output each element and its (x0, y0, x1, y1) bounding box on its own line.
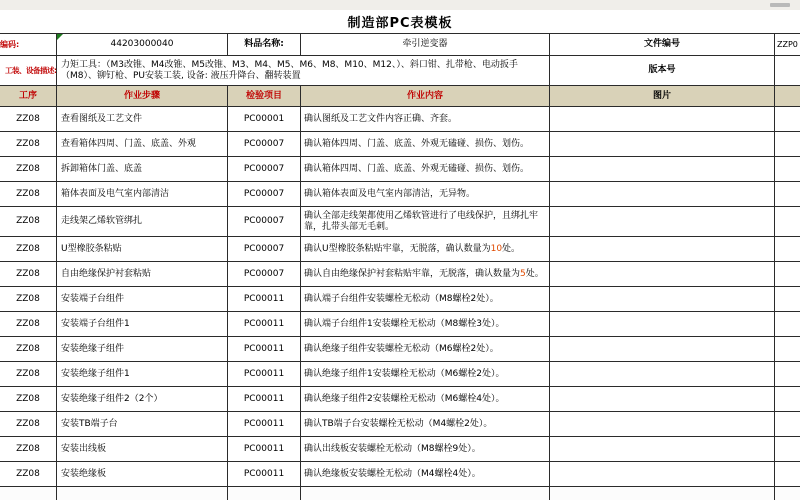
version-label-cell (550, 56, 775, 85)
inspection-item-code: PC00011 (243, 393, 285, 404)
table-row (0, 262, 800, 287)
content-cell[interactable] (301, 237, 550, 261)
step-cell[interactable] (57, 207, 228, 236)
step-text: U型橡胶条粘贴 (61, 243, 122, 254)
extra-cell[interactable] (775, 387, 800, 411)
step-cell[interactable] (57, 157, 228, 181)
column-header-picture: 图片 (550, 86, 775, 106)
column-header-content: 作业内容 (301, 86, 550, 106)
process-cell[interactable] (0, 107, 57, 131)
step-cell[interactable] (57, 287, 228, 311)
step-text: 安装绝缘子组件2（2个） (61, 393, 163, 404)
highlight-quantity: 5 (520, 268, 526, 279)
process-cell[interactable] (0, 337, 57, 361)
picture-cell[interactable] (550, 262, 775, 286)
inspection-item-cell[interactable] (228, 462, 301, 486)
process-cell[interactable] (0, 362, 57, 386)
inspection-item-code: PC00011 (243, 418, 285, 429)
picture-cell[interactable] (550, 182, 775, 206)
picture-cell[interactable] (550, 437, 775, 461)
header-row-code (0, 33, 800, 56)
content-cell[interactable] (301, 157, 550, 181)
content-cell[interactable] (301, 387, 550, 411)
step-cell[interactable] (57, 312, 228, 336)
table-body (0, 107, 800, 487)
table-row (0, 287, 800, 312)
step-text: 查看图纸及工艺文件 (61, 113, 143, 124)
partial-cell (550, 487, 775, 500)
inspection-item-cell[interactable] (228, 387, 301, 411)
step-cell[interactable] (57, 412, 228, 436)
inspection-item-code: PC00011 (243, 368, 285, 379)
process-code: ZZ08 (16, 188, 40, 199)
picture-cell[interactable] (550, 207, 775, 236)
extra-cell[interactable] (775, 207, 800, 236)
process-cell[interactable] (0, 157, 57, 181)
step-text: 走线架乙烯软管绑扎 (61, 216, 143, 226)
process-cell[interactable] (0, 387, 57, 411)
cell-error-triangle-icon (57, 34, 63, 40)
table-row (0, 182, 800, 207)
picture-cell[interactable] (550, 387, 775, 411)
inspection-item-cell[interactable] (228, 362, 301, 386)
inspection-item-cell[interactable] (228, 157, 301, 181)
content-text: 确认自由绝缘保护衬套粘贴牢靠，无脱落，确认数量为5处。 (304, 268, 544, 279)
product-name-value: 牵引逆变器 (402, 39, 448, 49)
process-code: ZZ08 (16, 318, 40, 329)
step-text: 安装TB端子台 (61, 418, 118, 429)
extra-cell[interactable] (775, 157, 800, 181)
inspection-item-cell[interactable] (228, 207, 301, 236)
extra-cell[interactable] (775, 362, 800, 386)
picture-cell[interactable] (550, 157, 775, 181)
process-code: ZZ08 (16, 243, 40, 254)
code-label: 编码: (0, 40, 20, 49)
inspection-item-code: PC00011 (243, 318, 285, 329)
content-cell[interactable] (301, 262, 550, 286)
table-row (0, 237, 800, 262)
extra-cell[interactable] (775, 462, 800, 486)
picture-cell[interactable] (550, 462, 775, 486)
content-text: 确认U型橡胶条粘贴牢靠，无脱落，确认数量为10处。 (304, 243, 521, 254)
step-cell[interactable] (57, 132, 228, 156)
step-cell[interactable] (57, 387, 228, 411)
inspection-item-cell[interactable] (228, 107, 301, 131)
extra-cell[interactable] (775, 287, 800, 311)
process-code: ZZ08 (16, 293, 40, 304)
extra-cell[interactable] (775, 107, 800, 131)
step-cell[interactable] (57, 362, 228, 386)
table-row (0, 132, 800, 157)
code-value: 44203000040 (110, 39, 174, 49)
page-title: 制造部PC表模板 (347, 16, 453, 31)
window-control-artifact (770, 3, 790, 7)
picture-cell[interactable] (550, 237, 775, 261)
process-cell[interactable] (0, 237, 57, 261)
inspection-item-code: PC00011 (243, 343, 285, 354)
doc-number-label: 文件编号 (643, 39, 680, 49)
step-cell[interactable] (57, 462, 228, 486)
picture-cell[interactable] (550, 287, 775, 311)
content-text: 确认端子台组件1安装螺栓无松动（M8螺栓3处）。 (304, 318, 505, 329)
table-row (0, 462, 800, 487)
table-row (0, 312, 800, 337)
extra-cell[interactable] (775, 237, 800, 261)
process-cell[interactable] (0, 437, 57, 461)
content-text: 确认绝缘板安装螺栓无松动（M4螺栓4处）。 (304, 468, 481, 479)
step-text: 拆卸箱体门盖、底盖 (61, 163, 143, 174)
content-cell[interactable] (301, 462, 550, 486)
step-cell[interactable] (57, 262, 228, 286)
process-code: ZZ08 (16, 393, 40, 404)
doc-number-value-cell[interactable] (775, 34, 800, 55)
spreadsheet (0, 33, 800, 500)
inspection-item-cell[interactable] (228, 182, 301, 206)
inspection-item-code: PC00007 (243, 163, 285, 174)
process-code: ZZ08 (16, 468, 40, 479)
process-code: ZZ08 (16, 216, 40, 226)
partial-row (0, 487, 800, 500)
window-top-strip (0, 0, 800, 10)
content-cell[interactable] (301, 362, 550, 386)
content-cell[interactable] (301, 107, 550, 131)
extra-cell[interactable] (775, 262, 800, 286)
content-text: 确认出线板安装螺栓无松动（M8螺栓9处）。 (304, 443, 481, 454)
process-code: ZZ08 (16, 418, 40, 429)
process-code: ZZ08 (16, 163, 40, 174)
content-text: 确认绝缘子组件安装螺栓无松动（M6螺栓2处）。 (304, 343, 499, 354)
process-code: ZZ08 (16, 138, 40, 149)
process-code: ZZ08 (16, 443, 40, 454)
table-row (0, 387, 800, 412)
extra-cell[interactable] (775, 412, 800, 436)
content-text: 确认箱体四周、门盖、底盖、外观无磕碰、损伤、划伤。 (304, 163, 530, 174)
code-value-cell[interactable] (57, 34, 228, 55)
content-text: 确认绝缘子组件2安装螺栓无松动（M6螺栓4处）。 (304, 393, 505, 404)
tooling-label: 工装、设备描述: (5, 66, 57, 75)
column-header-extra (775, 86, 800, 106)
step-cell[interactable] (57, 237, 228, 261)
step-cell[interactable] (57, 337, 228, 361)
table-row (0, 437, 800, 462)
content-text: 确认箱体四周、门盖、底盖、外观无磕碰、损伤、划伤。 (304, 138, 530, 149)
content-cell[interactable] (301, 437, 550, 461)
process-cell[interactable] (0, 182, 57, 206)
column-header-process: 工序 (0, 86, 57, 106)
step-cell[interactable] (57, 182, 228, 206)
process-code: ZZ08 (16, 113, 40, 124)
doc-number-label-cell (550, 34, 775, 55)
picture-cell[interactable] (550, 132, 775, 156)
table-row (0, 207, 800, 237)
tooling-label-cell (0, 56, 57, 85)
extra-cell[interactable] (775, 312, 800, 336)
step-text: 自由绝缘保护衬套粘贴 (61, 268, 152, 279)
step-text: 安装绝缘子组件1 (61, 368, 130, 379)
column-header-step: 作业步骤 (57, 86, 228, 106)
table-row (0, 337, 800, 362)
inspection-item-cell[interactable] (228, 337, 301, 361)
version-value-cell[interactable] (775, 56, 800, 85)
table-row (0, 157, 800, 182)
step-text: 箱体表面及电气室内部清洁 (61, 188, 170, 199)
content-cell[interactable] (301, 337, 550, 361)
step-text: 安装端子台组件1 (61, 318, 130, 329)
process-code: ZZ08 (16, 368, 40, 379)
inspection-item-code: PC00011 (243, 293, 285, 304)
tooling-value-cell[interactable] (57, 56, 550, 85)
header-row-tooling (0, 56, 800, 86)
process-code: ZZ08 (16, 343, 40, 354)
inspection-item-cell[interactable] (228, 262, 301, 286)
step-cell[interactable] (57, 107, 228, 131)
content-text: 确认端子台组件安装螺栓无松动（M8螺栓2处）。 (304, 293, 499, 304)
step-text: 安装绝缘子组件 (61, 343, 125, 354)
partial-cell (228, 487, 301, 500)
partial-cell (57, 487, 228, 500)
extra-cell[interactable] (775, 132, 800, 156)
inspection-item-cell[interactable] (228, 287, 301, 311)
process-cell[interactable] (0, 262, 57, 286)
partial-cell (775, 487, 800, 500)
partial-cell (0, 487, 57, 500)
extra-cell[interactable] (775, 437, 800, 461)
process-cell[interactable] (0, 462, 57, 486)
process-cell[interactable] (0, 287, 57, 311)
content-text: 确认箱体表面及电气室内部清洁，无异物。 (304, 188, 476, 199)
doc-number-value: ZZP0 (777, 40, 798, 49)
picture-cell[interactable] (550, 312, 775, 336)
step-text: 安装绝缘板 (61, 468, 107, 479)
picture-cell[interactable] (550, 412, 775, 436)
inspection-item-cell[interactable] (228, 412, 301, 436)
process-cell[interactable] (0, 412, 57, 436)
picture-cell[interactable] (550, 107, 775, 131)
version-label: 版本号 (648, 65, 676, 75)
picture-cell[interactable] (550, 337, 775, 361)
extra-cell[interactable] (775, 337, 800, 361)
step-text: 安装出线板 (61, 443, 107, 454)
picture-cell[interactable] (550, 362, 775, 386)
inspection-item-code: PC00007 (243, 138, 285, 149)
table-row (0, 107, 800, 132)
code-label-cell (0, 34, 57, 55)
inspection-item-code: PC00007 (243, 188, 285, 199)
table-row (0, 362, 800, 387)
inspection-item-cell[interactable] (228, 237, 301, 261)
inspection-item-cell[interactable] (228, 132, 301, 156)
product-name-label-cell (228, 34, 301, 55)
inspection-item-code: PC00007 (243, 243, 285, 254)
step-text: 安装端子台组件 (61, 293, 125, 304)
process-cell[interactable] (0, 132, 57, 156)
content-text: 确认绝缘子组件1安装螺栓无松动（M6螺栓2处）。 (304, 368, 505, 379)
content-cell[interactable] (301, 312, 550, 336)
extra-cell[interactable] (775, 182, 800, 206)
content-cell[interactable] (301, 182, 550, 206)
table-row (0, 412, 800, 437)
inspection-item-code: PC00001 (243, 113, 285, 124)
content-text: 确认TB端子台安装螺栓无松动（M4螺栓2处）。 (304, 418, 493, 429)
inspection-item-code: PC00007 (243, 268, 285, 279)
product-name-label: 料品名称: (244, 39, 284, 49)
process-cell[interactable] (0, 312, 57, 336)
column-header-row (0, 86, 800, 107)
step-text: 查看箱体四周、门盖、底盖、外观 (61, 138, 197, 149)
inspection-item-cell[interactable] (228, 312, 301, 336)
step-cell[interactable] (57, 437, 228, 461)
inspection-item-code: PC00007 (243, 216, 285, 226)
content-cell[interactable] (301, 132, 550, 156)
content-cell[interactable] (301, 207, 550, 236)
content-cell[interactable] (301, 412, 550, 436)
inspection-item-cell[interactable] (228, 437, 301, 461)
process-code: ZZ08 (16, 268, 40, 279)
content-text: 确认图纸及工艺文件内容正确、齐套。 (304, 113, 458, 124)
highlight-quantity: 10 (490, 243, 503, 254)
column-header-item: 检验项目 (228, 86, 301, 106)
partial-cell (301, 487, 550, 500)
tooling-value: 力矩工具：（M3改锥、M4改锥、M5改锥、M3、M4、M5、M6、M8、M10、M12、）、斜口钳、扎带枪、电动扳手（M8）、铆钉枪、PU安装工装, 设备: 液压升降台、翻转装置 (61, 59, 518, 81)
product-name-value-cell[interactable] (301, 34, 550, 55)
inspection-item-code: PC00011 (243, 468, 285, 479)
content-text: 确认全部走线架都使用乙烯软管进行了电线保护，且绑扎牢靠，扎带头部无毛刺。 (304, 211, 539, 232)
process-cell[interactable] (0, 207, 57, 236)
content-cell[interactable] (301, 287, 550, 311)
inspection-item-code: PC00011 (243, 443, 285, 454)
